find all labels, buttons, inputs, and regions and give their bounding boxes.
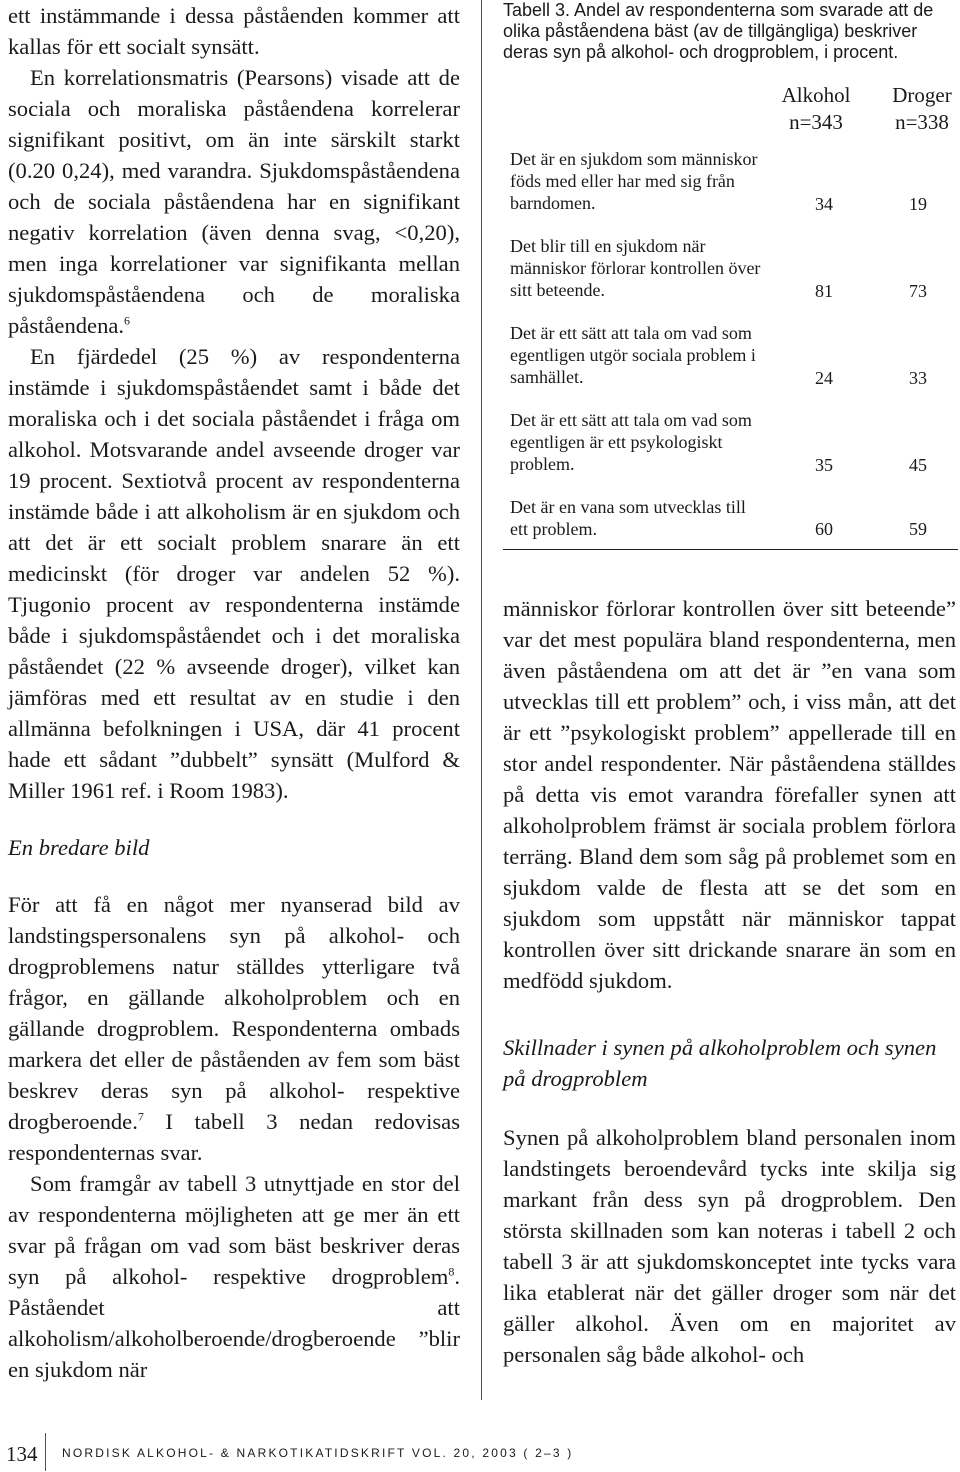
column-header-droger <box>867 82 960 136</box>
column-header-droger-label: Droger <box>892 83 952 107</box>
table-row <box>503 322 958 402</box>
table-row <box>503 148 958 228</box>
table-row <box>503 409 958 489</box>
right-column <box>503 593 956 1370</box>
cell-alkohol: 24 <box>815 368 833 388</box>
cell-droger: 45 <box>909 455 927 475</box>
paragraph-tabell3-tail: . Påståendet att alkoholism/alkoholberoende/drogberoende ”blir en sjukdom när <box>8 1264 460 1382</box>
footnote-ref-6: 6 <box>124 313 131 328</box>
row-label: Det är en sjukdom som människor föds med eller har med sig från barndomen. <box>510 149 758 213</box>
cell-droger: 19 <box>909 194 927 214</box>
paragraph-nyanserad <box>8 889 460 1168</box>
table-row <box>503 235 958 315</box>
column-header-alkohol <box>761 82 871 136</box>
row-label: Det är ett sätt att tala om vad som egentligen utgör sociala problem i samhället. <box>510 323 756 387</box>
cell-droger: 73 <box>909 281 927 301</box>
paragraph-synen: Synen på alkoholproblem bland personalen inom landstingets beroendevård tycks inte skilja sig markant från dess syn på drogproblem. Den största skillnaden som kan noteras i tabell 2 och tabell 3 är att sjukdomskonceptet inte tycks vara lika etablerat när det gäller droger som när det gäller alkohol. Även om en majoritet av personalen såg både alkohol- och <box>503 1125 956 1367</box>
section-heading-bredare-bild: En bredare bild <box>8 835 150 860</box>
paragraph-tabell3-text: Som framgår av tabell 3 utnyttjade en stor del av respondenterna möjligheten att ge mer än ett svar på frågan om vad som bäst beskriver deras syn på alkohol- respektive drogproblem <box>8 1171 460 1289</box>
footer-rule <box>45 1433 46 1471</box>
cell-alkohol: 35 <box>815 455 833 475</box>
page-footer <box>0 1430 960 1472</box>
column-header-alkohol-n: n=343 <box>789 110 843 134</box>
column-divider <box>481 0 482 1400</box>
table-3 <box>503 82 958 550</box>
paragraph-continuation: ett instämmande i dessa påståenden kommer att kallas för ett socialt synsätt. <box>8 3 460 59</box>
paragraph-correlation <box>8 62 460 341</box>
row-label: Det är ett sätt att tala om vad som egentligen är ett psykologiskt problem. <box>510 410 752 474</box>
page-number: 134 <box>6 1442 38 1466</box>
row-label: Det blir till en sjukdom när människor förlorar kontrollen över sitt beteende. <box>510 236 761 300</box>
journal-name: NORDISK ALKOHOL- & NARKOTIKATIDSKRIFT VOL. 20, 2003 ( 2–3 ) <box>62 1446 574 1460</box>
column-header-droger-n: n=338 <box>895 110 949 134</box>
table-caption: Tabell 3. Andel av respondenterna som svarade att de olika påståendena bäst (av de tillgängliga) beskriver deras syn på alkohol- och drogproblem, i procent. <box>503 0 934 62</box>
paragraph-kontrollen: människor förlorar kontrollen över sitt beteende” var det mest populära bland respondenterna, men även påståendena om att det är ”en vana som utvecklas till ett problem” och, i viss mån, att det är ett ”psykologiskt problem” appellerade till en stor andel respondenter. När påståendena ställdes på detta vis emot varandra förefaller synen att alkoholproblem främst är sociala problem förlora terräng. Bland dem som såg på problemet som en sjukdom valde de flesta att se det som en sjukdom som uppstått när människor tappat kontrollen över sitt drickande snarare än som en medfödd sjukdom. <box>503 596 956 993</box>
footnote-ref-7: 7 <box>137 1109 144 1124</box>
left-column <box>8 0 460 1385</box>
column-header-alkohol-label: Alkohol <box>781 83 851 107</box>
paragraph-correlation-text: En korrelationsmatris (Pearsons) visade att de sociala och moraliska påståendena korrelerar signifikant positivt, om än inte särskilt starkt (0.20 0,24), med varandra. Sjukdomspåståendena och de sociala påståendena har en signifikant negativ korrelation (även denna svag, <0,20), men inga korrelationer var signifikanta mellan sjukdomspåståendena och de moraliska påståendena. <box>8 65 460 338</box>
footnote-ref-8: 8 <box>448 1264 455 1279</box>
row-label: Det är en vana som utvecklas till ett problem. <box>510 497 746 539</box>
paragraph-tabell3 <box>8 1168 460 1385</box>
cell-alkohol: 34 <box>815 194 833 214</box>
table-row <box>503 496 958 546</box>
paragraph-quarter: En fjärdedel (25 %) av respondenterna instämde i sjukdomspåståendet samt i både det moraliska och i det sociala påståendet i fråga om alkohol. Motsvarande andel avseende droger var 19 procent. Sextiotvå procent av respondenterna instämde både i att alkoholism är en sjukdom och att det är ett socialt problem snarare än ett medicinskt (för droger var andelen 52 %). Tjugonio procent av respondenterna instämde både i sjukdomspåståendet och i det moraliska påståendet (22 % avseende droger), vilket kan jämföras med ett resultat av en studie i den allmänna befolkningen i USA, där 41 procent hade ett sådant ”dubbelt” synsätt (Mulford & Miller 1961 ref. i Room 1983). <box>8 344 460 803</box>
paragraph-nyanserad-text: För att få en något mer nyanserad bild av landstingspersonalens syn på alkohol- och drogproblemens natur ställdes ytterligare två frågor, en gällande alkoholproblem och en gällande drogproblem. Respondenterna ombads markera det eller de påståenden av fem som bäst beskrev deras syn på alkohol- respektive drogberoende. <box>8 892 460 1134</box>
cell-alkohol: 60 <box>815 519 833 539</box>
cell-alkohol: 81 <box>815 281 833 301</box>
paragraph-nyanserad-tail: I tabell 3 nedan redovisas respondenternas svar. <box>8 1109 460 1165</box>
cell-droger: 59 <box>909 519 927 539</box>
section-heading-skillnader: Skillnader i synen på alkoholproblem och synen på drogproblem <box>503 1035 937 1091</box>
cell-droger: 33 <box>909 368 927 388</box>
